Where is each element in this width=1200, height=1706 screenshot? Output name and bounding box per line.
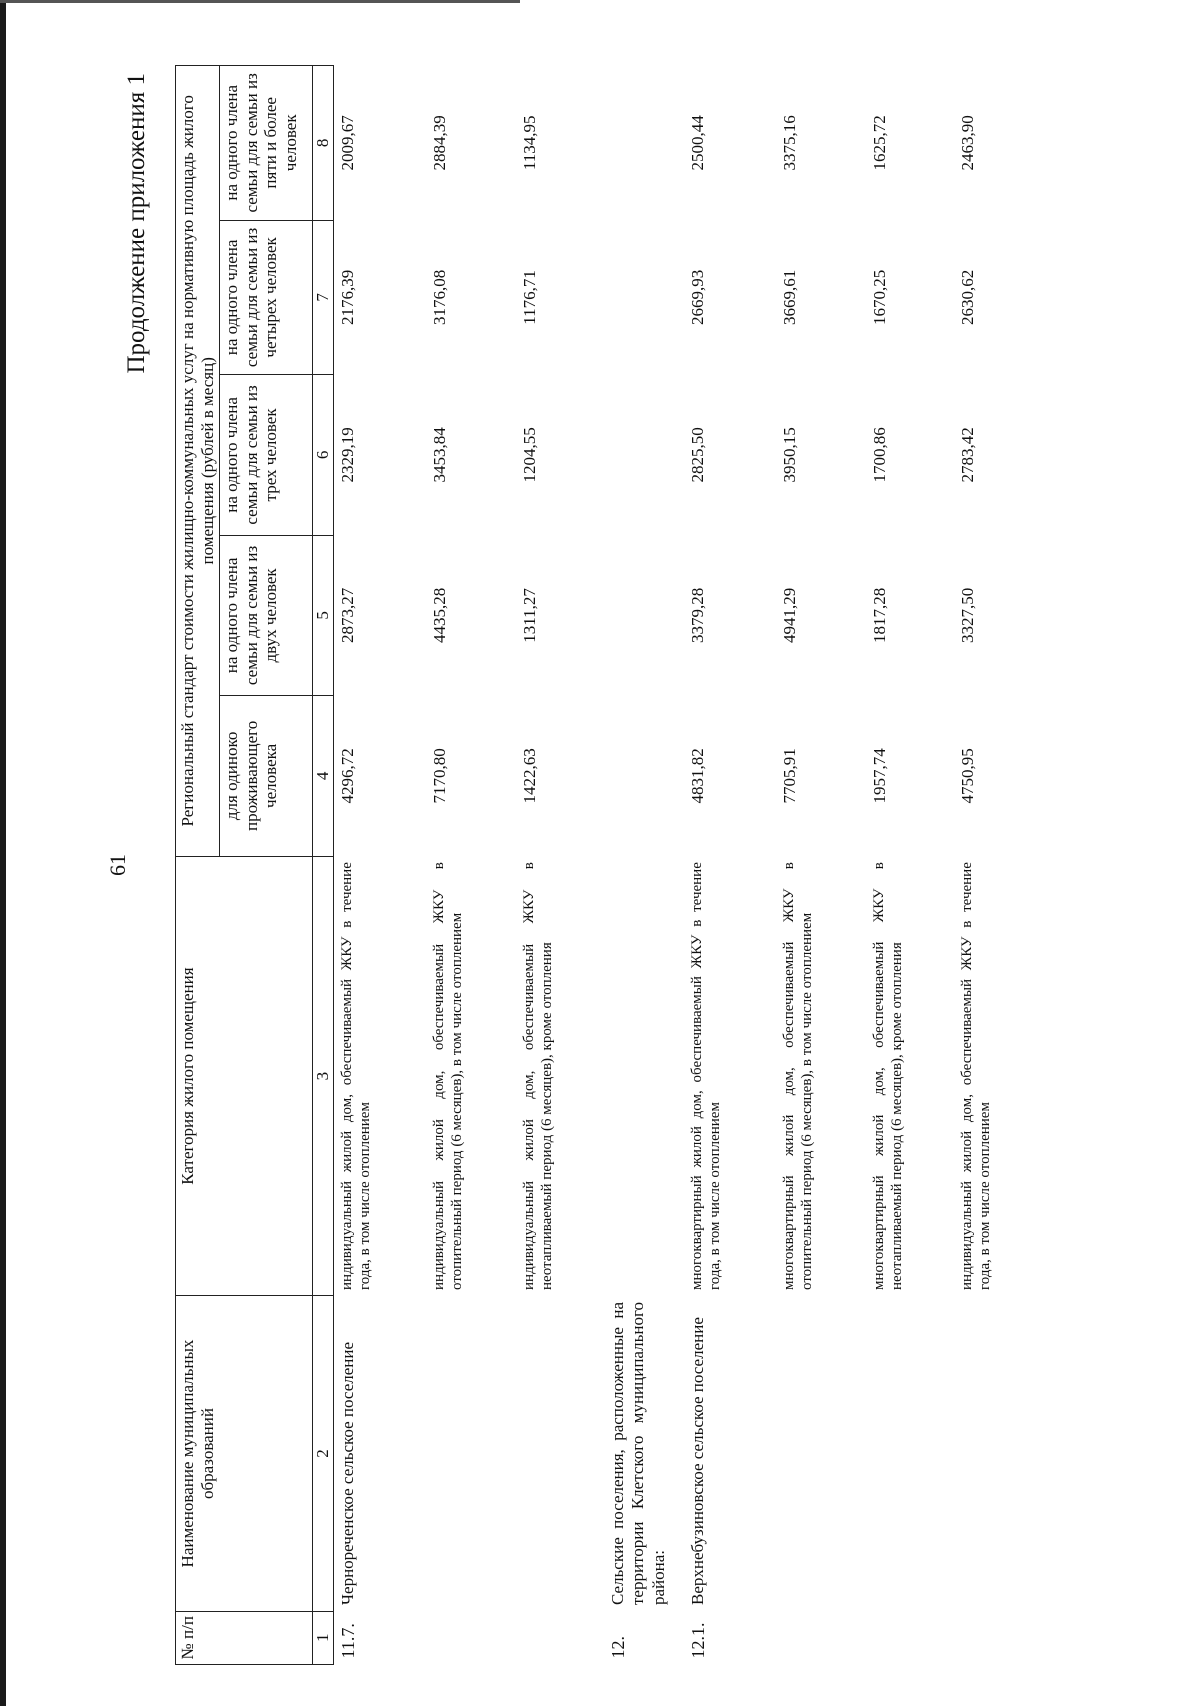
value-five-plus: 2500,44: [688, 115, 708, 171]
value-three: 3950,15: [780, 427, 800, 483]
value-single: 4296,72: [338, 748, 358, 804]
value-five-plus: 1625,72: [870, 115, 890, 171]
header-col-category: Категория жилого помещения: [176, 856, 313, 1296]
header-sub-three: на одного члена семьи для семьи из трех человек: [220, 375, 313, 535]
scan-edge-left: [0, 0, 6, 1706]
value-three: 2783,42: [958, 427, 978, 483]
row-number: [776, 1611, 866, 1664]
value-single: 1422,63: [520, 748, 540, 804]
value-three: 2825,50: [688, 427, 708, 483]
row-number: [866, 1611, 954, 1664]
header-sub-four: на одного члена семьи для семьи из четырех человек: [220, 220, 313, 375]
value-two: 3379,28: [688, 587, 708, 644]
value-three: 1700,86: [870, 427, 890, 483]
value-two: [604, 535, 684, 695]
row-municipality: Сельские поселения, расположенные на территории Клетского муниципального района:: [608, 1301, 668, 1606]
value-two: 3327,50: [958, 587, 978, 644]
value-five-plus: 1134,95: [520, 115, 540, 171]
value-single: 4750,95: [958, 748, 978, 804]
header-number-3: 3: [313, 856, 334, 1296]
row-number: [954, 1611, 1046, 1664]
header-sub-single: для одиноко проживающего человека: [220, 696, 313, 856]
value-four: 2630,62: [958, 269, 978, 326]
value-four: 1670,25: [870, 269, 890, 326]
row-number: [516, 1611, 604, 1664]
row-category: индивидуальный жилой дом, обеспечиваемый ЖКУ в течение года, в том числе отоплением: [959, 862, 994, 1290]
header-sub-two: на одного члена семьи для семьи из двух человек: [220, 535, 313, 695]
row-municipality: Чернореченское сельское поселение: [338, 1341, 358, 1606]
header-number-7: 7: [313, 220, 334, 375]
value-four: 1176,71: [520, 270, 540, 325]
row-number: 12.1.: [688, 1622, 709, 1659]
value-two: 1817,28: [870, 587, 890, 644]
value-five-plus: 2463,90: [958, 115, 978, 171]
table-row: [684, 66, 776, 1665]
value-two: 4941,29: [780, 587, 800, 644]
table-row: [334, 66, 427, 1665]
scan-edge-top: [0, 0, 520, 3]
row-category: многоквартирный жилой дом, обеспечиваемый ЖКУ в течение года, в том числе отоплением: [689, 862, 724, 1290]
value-four: 2669,93: [688, 269, 708, 326]
row-number: 12.: [608, 1636, 629, 1659]
value-five-plus: [604, 66, 684, 221]
row-municipality: [776, 1296, 866, 1611]
row-category: индивидуальный жилой дом, обеспечиваемый ЖКУ в неотапливаемый период (6 месяцев), кроме отопления: [521, 862, 556, 1290]
header-col-number: № п/п: [176, 1611, 313, 1664]
row-municipality: [954, 1296, 1046, 1611]
header-number-2: 2: [313, 1296, 334, 1611]
value-single: [604, 696, 684, 856]
row-municipality: [426, 1296, 516, 1611]
value-three: 3453,84: [430, 427, 450, 483]
value-single: 4831,82: [688, 748, 708, 804]
row-municipality: Верхнебузиновское сельское поселение: [688, 1317, 708, 1606]
row-number: [426, 1611, 516, 1664]
header-sub-five-plus: на одного члена семьи для семьи из пяти и более человек: [220, 66, 313, 221]
value-five-plus: 3375,16: [780, 115, 800, 171]
value-two: 1311,27: [520, 588, 540, 643]
row-municipality: [516, 1296, 604, 1611]
value-two: 4435,28: [430, 587, 450, 644]
table-row: [426, 66, 516, 1665]
table-row: [604, 66, 684, 1665]
table-row: [776, 66, 866, 1665]
row-municipality: [866, 1296, 954, 1611]
row-category: индивидуальный жилой дом, обеспечиваемый ЖКУ в течение года, в том числе отоплением: [339, 862, 374, 1290]
header-number-1: 1: [313, 1611, 334, 1664]
header-number-4: 4: [313, 696, 334, 856]
value-single: 1957,74: [870, 748, 890, 804]
value-three: 2329,19: [338, 427, 358, 483]
housing-standard-table: [175, 65, 1046, 1665]
table-row: [516, 66, 604, 1665]
rotated-document-page: [105, 65, 1135, 1665]
header-col-municipality: Наименование муниципальных образований: [176, 1296, 313, 1611]
row-category: многоквартирный жилой дом, обеспечиваемый ЖКУ в неотапливаемый период (6 месяцев), кроме отопления: [871, 862, 906, 1290]
value-four: [604, 220, 684, 375]
header-number-6: 6: [313, 375, 334, 535]
value-five-plus: 2009,67: [338, 115, 358, 171]
header-number-5: 5: [313, 535, 334, 695]
table-row: [866, 66, 954, 1665]
table-row: [954, 66, 1046, 1665]
value-single: 7705,91: [780, 748, 800, 804]
value-three: [604, 375, 684, 535]
value-two: 2873,27: [338, 587, 358, 644]
value-four: 3176,08: [430, 269, 450, 326]
page-number: 61: [105, 854, 130, 876]
value-four: 3669,61: [780, 269, 800, 326]
row-number: 11.7.: [338, 1623, 359, 1659]
row-category: [604, 856, 684, 1296]
header-group-standard: Региональный стандарт стоимости жилищно-коммунальных услуг на нормативную площадь жилого помещения (рублей в месяц): [176, 66, 220, 857]
value-five-plus: 2884,39: [430, 115, 450, 171]
value-three: 1204,55: [520, 427, 540, 483]
row-category: индивидуальный жилой дом, обеспечиваемый ЖКУ в отопительный период (6 месяцев), в том числе отоплением: [431, 862, 466, 1290]
value-single: 7170,80: [430, 748, 450, 804]
continuation-label: Продолжение приложения 1: [123, 73, 150, 374]
header-number-8: 8: [313, 66, 334, 221]
row-category: многоквартирный жилой дом, обеспечиваемый ЖКУ в отопительный период (6 месяцев), в том числе отоплением: [781, 862, 816, 1290]
value-four: 2176,39: [338, 269, 358, 326]
